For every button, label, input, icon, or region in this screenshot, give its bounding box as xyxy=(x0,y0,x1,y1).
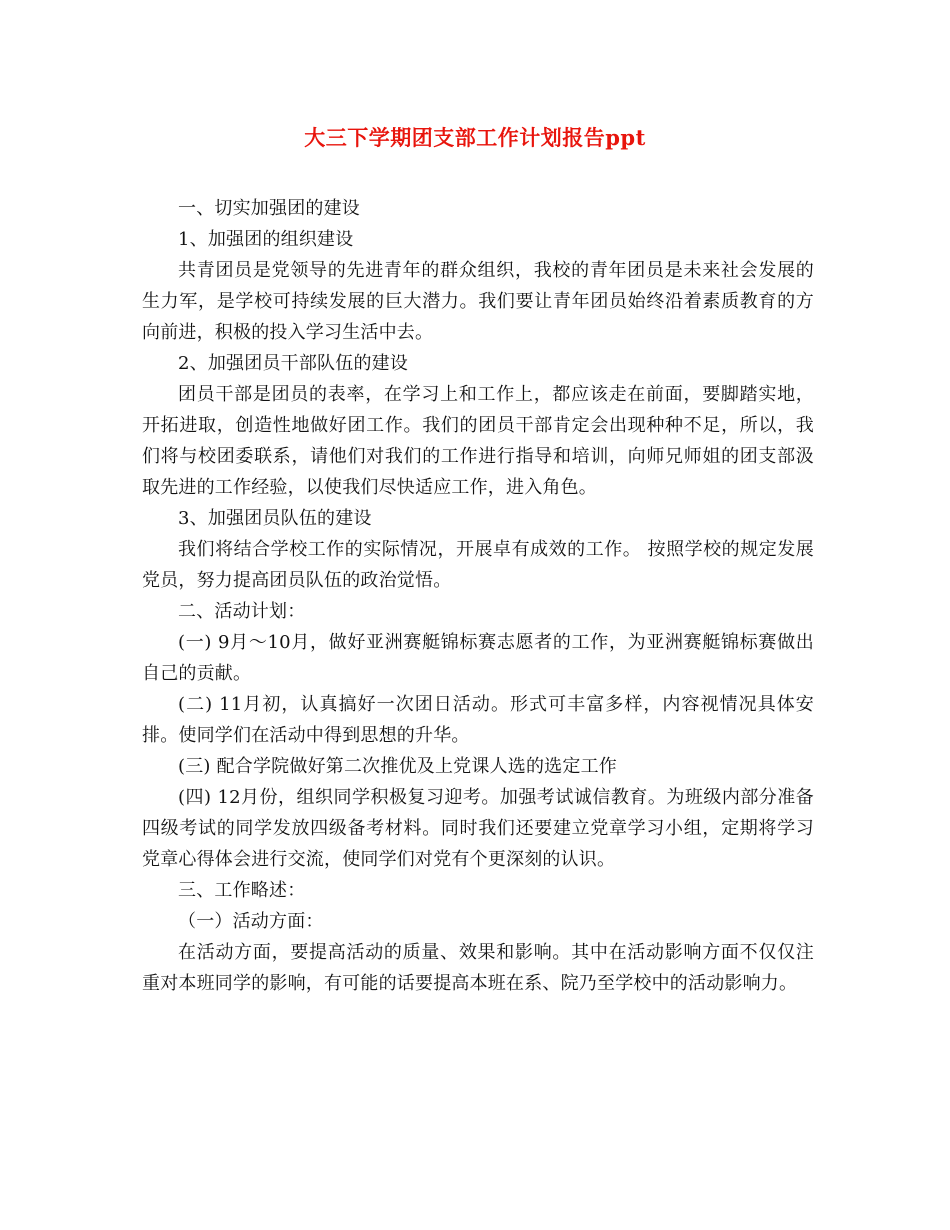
list-item: (一) 9月～10月，做好亚洲赛艇锦标赛志愿者的工作，为亚洲赛艇锦标赛做出自己的贡献。 xyxy=(142,632,814,684)
document-body xyxy=(142,193,814,999)
document-title: 大三下学期团支部工作计划报告ppt xyxy=(304,125,646,150)
subsection-heading: 3、加强团员队伍的建设 xyxy=(178,508,372,529)
body-paragraph: 在活动方面，要提高活动的质量、效果和影响。其中在活动影响方面不仅仅注重对本班同学的影响，有可能的话要提高本班在系、院乃至学校中的活动影响力。 xyxy=(142,942,814,994)
body-paragraph: 共青团员是党领导的先进青年的群众组织，我校的青年团员是未来社会发展的生力军，是学校可持续发展的巨大潜力。我们要让青年团员始终沿着素质教育的方向前进，积极的投入学习生活中去。 xyxy=(142,260,814,343)
subsection-heading: 2、加强团员干部队伍的建设 xyxy=(178,353,409,374)
body-paragraph: 团员干部是团员的表率，在学习上和工作上，都应该走在前面，要脚踏实地，开拓进取，创造性地做好团工作。我们的团员干部肯定会出现种种不足，所以，我们将与校团委联系，请他们对我们的工作进行指导和培训，向师兄师姐的团支部汲取先进的工作经验，以使我们尽快适应工作，进入角色。 xyxy=(142,384,814,498)
list-item: (三) 配合学院做好第二次推优及上党课人选的选定工作 xyxy=(178,756,617,777)
subsection-heading: （一）活动方面： xyxy=(178,911,324,932)
subsection-heading: 1、加强团的组织建设 xyxy=(178,229,354,250)
section-heading: 三、工作略述： xyxy=(178,880,306,901)
section-heading: 二、活动计划： xyxy=(178,601,306,622)
body-paragraph: 我们将结合学校工作的实际情况，开展卓有成效的工作。 按照学校的规定发展党员，努力提高团员队伍的政治觉悟。 xyxy=(142,539,814,591)
section-heading: 一、切实加强团的建设 xyxy=(178,198,360,219)
list-item: (四) 12月份，组织同学积极复习迎考。加强考试诚信教育。为班级内部分准备四级考试的同学发放四级备考材料。同时我们还要建立党章学习小组，定期将学习党章心得体会进行交流，使同学们对党有个更深刻的认识。 xyxy=(142,787,814,870)
list-item: (二) 11月初，认真搞好一次团日活动。形式可丰富多样，内容视情况具体安排。使同学们在活动中得到思想的升华。 xyxy=(142,694,814,746)
